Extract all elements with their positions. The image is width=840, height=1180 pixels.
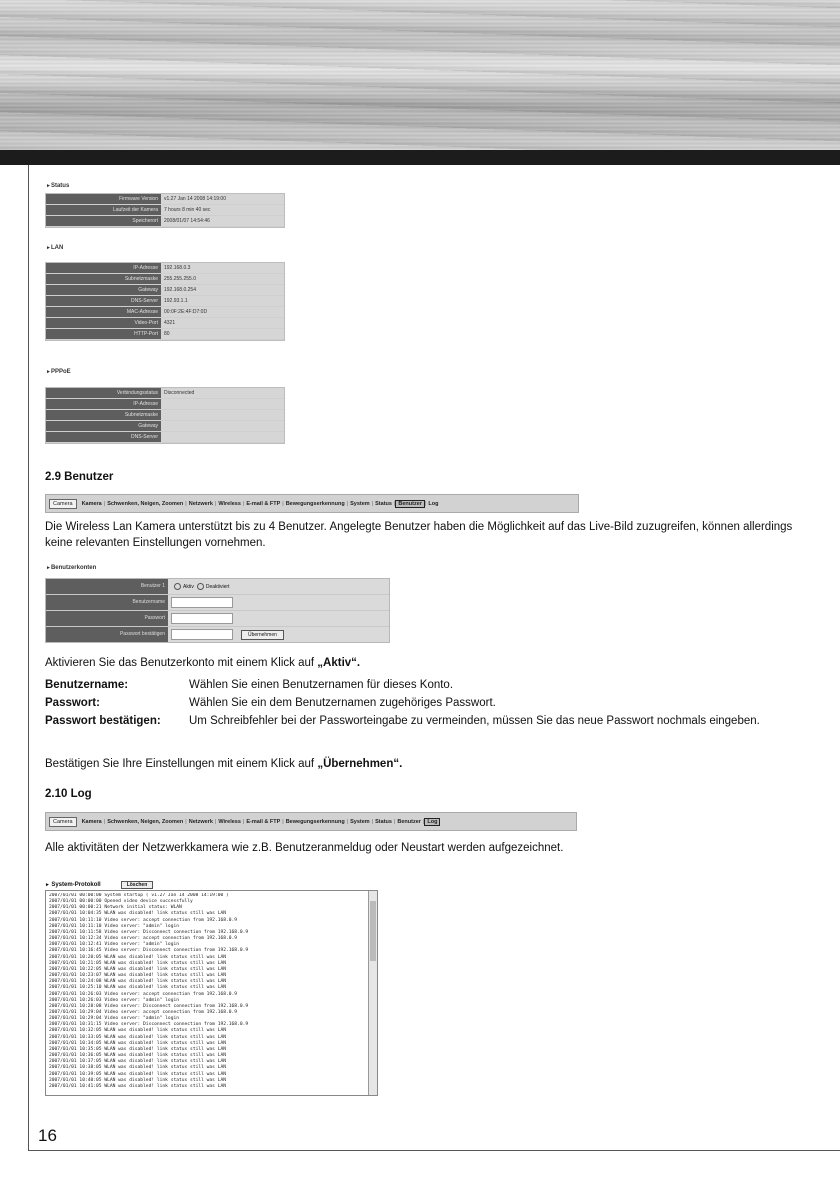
panel-row-value (161, 421, 284, 431)
panel-row-value (161, 432, 284, 442)
panel-row-value: 80 (161, 329, 284, 339)
panel-row-label: Speicherort (46, 216, 161, 226)
definition-desc: Wählen Sie ein dem Benutzernamen zugehöriges Passwort. (189, 697, 496, 709)
panel-row-label: Gateway (46, 285, 161, 295)
definition-term: Passwort: (45, 697, 100, 709)
row-label-user1: Benutzer 1 (46, 579, 168, 594)
definition-desc: Um Schreibfehler bei der Passworteingabe zu vermeinden, müssen Sie das neue Passwort nochmals eingeben. (189, 715, 760, 727)
nav-separator: | (282, 500, 284, 507)
panel-row (46, 432, 284, 443)
confirm-bold: „Übernehmen“. (317, 758, 403, 770)
page-rule-left (28, 165, 29, 1150)
panel-row-value (161, 399, 284, 409)
panel-row-label: DNS-Server (46, 296, 161, 306)
definition-row (45, 676, 779, 694)
panel-row-label: MAC-Adresse (46, 307, 161, 317)
panel-row-value: 00:0F:2E:4F:D7:0D (161, 307, 284, 317)
log-line: 2007/01/01 10:21:05 WLAN was disabled! link status still was LAN (49, 960, 227, 966)
panel-row (46, 274, 284, 285)
nav-tab[interactable]: Benutzer (397, 818, 421, 825)
nav-tab[interactable]: Log (428, 500, 439, 507)
panel-row (46, 421, 284, 432)
nav-tab[interactable]: Status (375, 500, 392, 507)
log-title: System-Protokoll (51, 881, 101, 888)
log-line: 2007/01/01 10:11:58 Video server: Disconnect connection from 192.168.0.9 (49, 929, 249, 935)
nav-tab[interactable]: Bewegungserkennung (285, 818, 345, 825)
confirm-text: Bestätigen Sie Ihre Einstellungen mit einem Klick auf (45, 758, 318, 770)
log-line: 2007/01/01 10:41:05 WLAN was disabled! link status still was LAN (49, 1083, 227, 1089)
radio-active[interactable] (174, 583, 181, 590)
collapse-arrow-icon: ► (45, 881, 52, 888)
nav-tab[interactable]: Schwenken, Neigen, Zoomen (107, 500, 184, 507)
row-label-password: Passwort (46, 611, 168, 626)
panel-row-value: 4321 (161, 318, 284, 328)
log-line: 2007/01/01 10:20:05 WLAN was disabled! link status still was LAN (49, 954, 227, 960)
log-line: 2007/01/01 10:26:03 Video server: "admin" login (49, 997, 179, 1003)
nav-bar-log (45, 812, 577, 831)
nav-separator: | (371, 500, 374, 507)
nav-bar-users (45, 494, 579, 513)
nav-separator: | (185, 500, 187, 507)
log-line: 2007/01/01 10:12:34 Video server: accept connection from 192.168.0.9 (49, 936, 238, 942)
panel-row-label: IP-Adresse (46, 263, 161, 273)
users-intro: Die Wireless Lan Kamera unterstützt bis zu 4 Benutzer. Angelegte Benutzer haben die Möglichkeit auf das Live-Bild zuzugreifen, können allerdings keine relevanten Einstellungen vornehmen. (45, 521, 793, 549)
nav-separator: | (214, 818, 217, 825)
nav-separator: | (242, 818, 245, 825)
section-heading-log: 2.10 Log (45, 788, 92, 800)
nav-separator: | (393, 818, 396, 825)
panel-row (46, 205, 284, 216)
log-textarea[interactable] (45, 890, 378, 1096)
panel-row-label: HTTP-Port (46, 329, 161, 339)
activate-text: Aktivieren Sie das Benutzerkonto mit einem Klick auf (45, 657, 318, 669)
log-line: 2007/01/01 10:32:05 WLAN was disabled! link status still was LAN (49, 1028, 227, 1034)
definition-row (45, 694, 779, 712)
nav-tab[interactable]: Netzwerk (188, 818, 213, 825)
clear-log-button[interactable]: Löschen (121, 881, 154, 889)
nav-separator: | (282, 818, 284, 825)
panel-row-value: 192.168.0.3 (161, 263, 284, 273)
panel-row (46, 285, 284, 296)
panel-row-value: 7 hours 8 min 40 sec (161, 205, 284, 215)
nav-separator: | (103, 818, 106, 825)
log-intro: Alle aktivitäten der Netzwerkkamera wie z.B. Benutzeranmeldug oder Neustart werden aufgezeichnet. (45, 842, 564, 854)
nav-tab[interactable]: Benutzer (395, 500, 425, 508)
panel-row-label: Subnetzmaske (46, 274, 161, 284)
log-line: 2007/01/01 10:34:05 WLAN was disabled! link status still was LAN (49, 1040, 227, 1046)
panel-row (46, 410, 284, 421)
log-line: 2007/01/01 10:29:04 Video server: accept connection from 192.168.0.9 (49, 1009, 238, 1015)
log-scrollbar[interactable] (368, 891, 377, 1095)
panel-row-value (161, 410, 284, 420)
nav-camera-button[interactable]: Camera (49, 817, 77, 827)
panel-row-value: 2008/01/07 14:54:46 (161, 216, 284, 226)
panel-row-label: Firmware Version (46, 194, 161, 204)
apply-button[interactable]: Übernehmen (241, 630, 284, 640)
panel-row (46, 216, 284, 227)
brushed-metal-header (0, 0, 840, 150)
log-line: 2007/01/01 00:00:00 Opened video device successfully (49, 899, 193, 905)
log-line: 2007/01/01 10:22:05 WLAN was disabled! link status still was LAN (49, 966, 227, 972)
panel-row-value: 192.168.0.254 (161, 285, 284, 295)
definition-list (45, 676, 779, 730)
log-line: 2007/01/01 10:25:10 WLAN was disabled! link status still was LAN (49, 985, 227, 991)
panel-row-label: Subnetzmaske (46, 410, 161, 420)
account-panel (45, 578, 390, 643)
log-line: 2007/01/01 10:31:15 Video server: Disconnect connection from 192.168.0.9 (49, 1022, 249, 1028)
log-line: 2007/01/01 10:29:04 Video server: "admin" login (49, 1016, 179, 1022)
panel-row-value: 255.255.255.0 (161, 274, 284, 284)
definition-term: Benutzername: (45, 679, 129, 691)
log-lines (49, 893, 367, 1090)
nav-separator: | (346, 500, 349, 507)
panel-row (46, 318, 284, 329)
log-line: 2007/01/01 10:38:05 WLAN was disabled! link status still was LAN (49, 1065, 227, 1071)
definition-desc: Wählen Sie einen Benutzernamen für dieses Konto. (189, 679, 454, 691)
panel-row-label: Laufzeit der Kamera (46, 205, 161, 215)
activate-bold: „Aktiv“. (317, 657, 361, 669)
panel-row-label: DNS-Server (46, 432, 161, 442)
activate-instruction (45, 655, 805, 671)
nav-tab[interactable]: Bewegungserkennung (285, 500, 345, 507)
panel-row-value: Disconnected (161, 388, 284, 398)
log-line: 2007/01/01 10:33:05 WLAN was disabled! link status still was LAN (49, 1034, 227, 1040)
log-line: 2007/01/01 10:37:05 WLAN was disabled! link status still was LAN (49, 1059, 227, 1065)
log-line: 2007/01/01 10:11:10 Video server: accept connection from 192.168.0.9 (49, 917, 238, 923)
panel-row-label: Gateway (46, 421, 161, 431)
username-input[interactable] (171, 597, 233, 608)
nav-separator: | (185, 818, 187, 825)
nav-separator: | (424, 500, 427, 507)
nav-tab[interactable]: Status (375, 818, 392, 825)
panel-row-value: 192.93.1.1 (161, 296, 284, 306)
panel-row-value: v1.27 Jan 14 2008 14:19:00 (161, 194, 284, 204)
panel-title-accounts: ► Benutzerkonten (46, 565, 96, 571)
row-label-username: Benutzername (46, 595, 168, 610)
log-line: 2007/01/01 10:11:10 Video server: "admin" login (49, 923, 179, 929)
header-bar (0, 150, 840, 165)
confirm-instruction (45, 756, 805, 772)
panel-row-label: Verbindungsstatus (46, 388, 161, 398)
nav-separator: | (103, 500, 106, 507)
log-scroll-thumb[interactable] (370, 901, 376, 961)
nav-tab[interactable]: Kamera (81, 500, 102, 507)
log-line: 2007/01/01 00:00:00 System startup ( v1.27 Jan 14 2008 14:19:00 ) (49, 893, 229, 898)
nav-tab[interactable]: E-mail & FTP (246, 500, 281, 507)
log-line: 2007/01/01 10:24:08 WLAN was disabled! link status still was LAN (49, 979, 227, 985)
section-heading-users: 2.9 Benutzer (45, 471, 114, 483)
lan-panel (45, 262, 285, 341)
log-line: 2007/01/01 10:16:45 Video server: Disconnect connection from 192.168.0.9 (49, 948, 249, 954)
nav-tab[interactable]: Log (424, 818, 440, 826)
log-line: 2007/01/01 10:39:05 WLAN was disabled! link status still was LAN (49, 1071, 227, 1077)
radio-inactive[interactable] (197, 583, 204, 590)
page-number: 16 (38, 1126, 57, 1145)
page-rule-bottom (28, 1150, 840, 1151)
nav-separator: | (346, 818, 349, 825)
definition-term: Passwort bestätigen: (45, 715, 161, 727)
nav-tab[interactable]: Kamera (81, 818, 102, 825)
nav-tab[interactable]: Wireless (218, 500, 241, 507)
log-line: 2007/01/01 10:23:07 WLAN was disabled! link status still was LAN (49, 973, 227, 979)
panel-row (46, 329, 284, 340)
log-line: 2007/01/01 10:36:05 WLAN was disabled! link status still was LAN (49, 1053, 227, 1059)
nav-separator: | (242, 500, 245, 507)
panel-title-pppoe: ► PPPoE (46, 369, 71, 375)
password-confirm-input[interactable] (171, 629, 233, 640)
nav-tab[interactable]: Netzwerk (188, 500, 213, 507)
panel-title-status: ► Status (46, 183, 69, 189)
radio-inactive-label: Deaktiviert (205, 583, 230, 590)
log-line: 2007/01/01 10:12:41 Video server: "admin" login (49, 942, 179, 948)
nav-tab[interactable]: Wireless (218, 818, 241, 825)
panel-row-label: IP-Adresse (46, 399, 161, 409)
panel-row (46, 307, 284, 318)
panel-row (46, 263, 284, 274)
panel-title-lan: ► LAN (46, 245, 63, 251)
password-input[interactable] (171, 613, 233, 624)
nav-tab[interactable]: System (350, 818, 370, 825)
row-label-password-confirm: Passwort bestätigen (46, 627, 168, 642)
log-line: 2007/01/01 10:26:03 Video server: accept connection from 192.168.0.9 (49, 991, 238, 997)
nav-tab[interactable]: Schwenken, Neigen, Zoomen (107, 818, 184, 825)
log-line: 2007/01/01 10:35:05 WLAN was disabled! link status still was LAN (49, 1046, 227, 1052)
log-line: 2007/01/01 10:40:05 WLAN was disabled! link status still was LAN (49, 1077, 227, 1083)
pppoe-panel (45, 387, 285, 444)
status-panel (45, 193, 285, 228)
panel-row (46, 388, 284, 399)
system-log-panel (45, 880, 378, 1096)
panel-row (46, 296, 284, 307)
nav-camera-button[interactable]: Camera (49, 499, 77, 509)
log-line: 2007/01/01 00:00:21 Network initial status: WLAN (49, 905, 182, 911)
nav-separator: | (371, 818, 374, 825)
panel-row (46, 399, 284, 410)
panel-row-label: Video-Port (46, 318, 161, 328)
definition-row (45, 712, 779, 730)
log-line: 2007/01/01 10:04:35 WLAN was disabled! link status still was LAN (49, 911, 227, 917)
log-line: 2007/01/01 10:28:08 Video server: Disconnect connection from 192.168.0.9 (49, 1003, 249, 1009)
nav-tab[interactable]: E-mail & FTP (246, 818, 281, 825)
radio-active-label: Aktiv (183, 583, 194, 590)
nav-separator: | (214, 500, 217, 507)
nav-tab[interactable]: System (350, 500, 370, 507)
panel-row (46, 194, 284, 205)
